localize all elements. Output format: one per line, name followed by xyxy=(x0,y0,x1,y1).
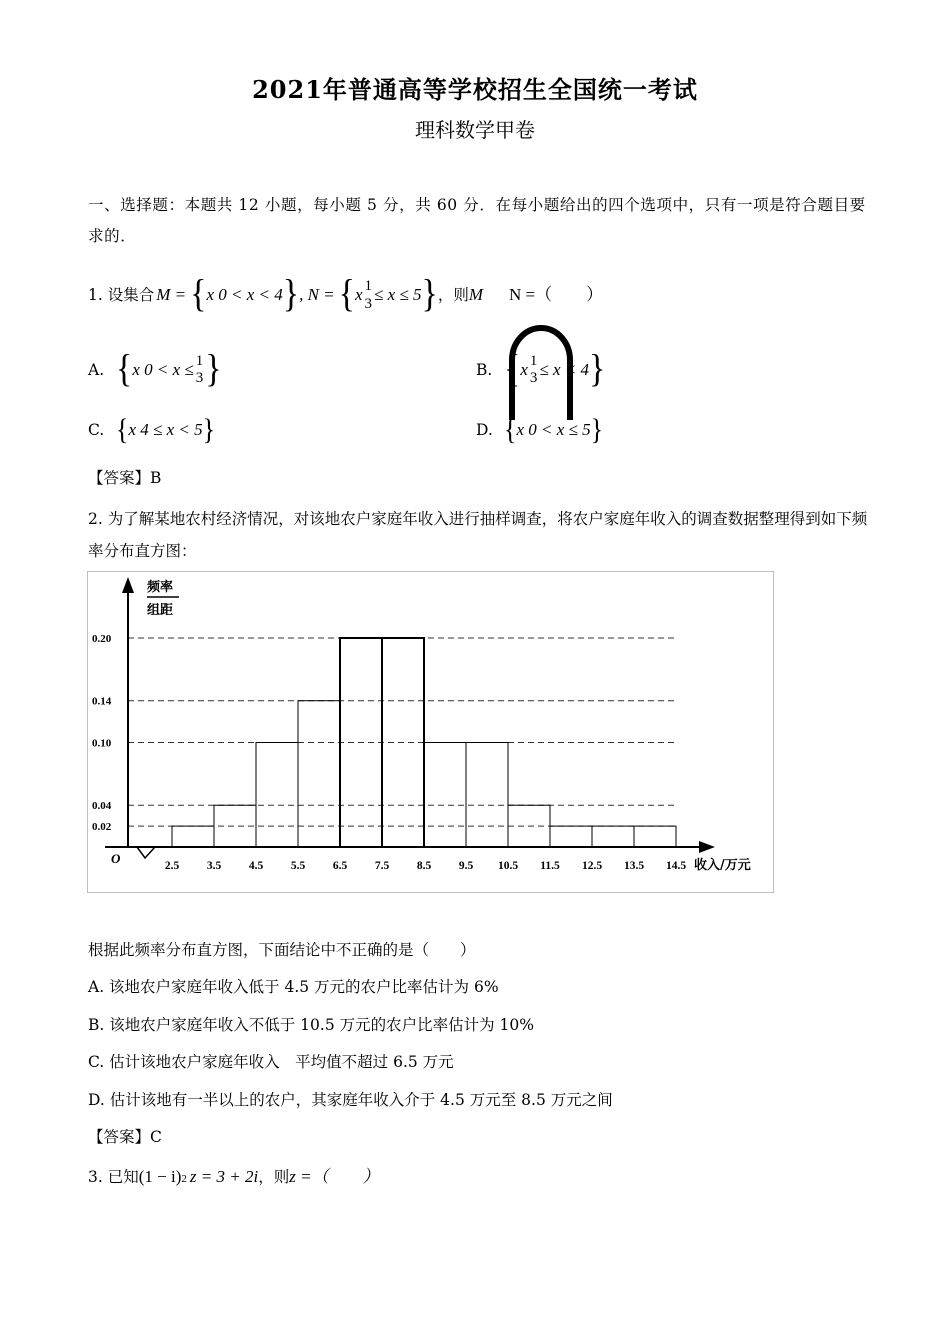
q1-prefix: 设集合 xyxy=(107,286,155,304)
histogram-bar xyxy=(382,638,424,847)
q1-m-brace-right: } xyxy=(282,273,300,316)
x-tick-label: 3.5 xyxy=(206,860,222,872)
q3-stem xyxy=(88,1166,380,1190)
q1-c-set: x 4 ≤ x < 5 xyxy=(128,420,203,439)
q1-c-brace-right: } xyxy=(202,412,216,447)
q3-expr2: z = 3 + 2i xyxy=(189,1167,259,1186)
y-tick-label: 0.04 xyxy=(92,800,112,813)
q1-d-set: x 0 < x ≤ 5 xyxy=(516,420,591,439)
y-tick-label: 0.20 xyxy=(92,633,112,645)
q1-a-frac-den: 3 xyxy=(195,370,204,386)
x-tick-label: 8.5 xyxy=(416,860,432,872)
histogram-bar xyxy=(466,743,508,848)
q1-number: 1. xyxy=(88,286,103,304)
x-tick-label: 7.5 xyxy=(374,860,390,872)
q3-prefix: 已知 xyxy=(107,1168,139,1186)
histogram-bar xyxy=(256,743,298,848)
q1-a-left: x 0 < x ≤ xyxy=(132,360,194,379)
q1-a-fraction xyxy=(196,353,204,387)
q1-stem xyxy=(88,268,603,322)
y-tick-label: 0.10 xyxy=(92,737,112,750)
q1-option-c xyxy=(88,410,215,450)
q2-question: 根据此频率分布直方图，下面结论中不正确的是（ ） xyxy=(88,941,476,959)
q1-option-a-label: A. xyxy=(88,361,105,379)
y-tick-label: 0.02 xyxy=(92,821,112,834)
q1-m-brace-left: { xyxy=(190,273,207,316)
exam-subtitle: 理科数学甲卷 xyxy=(415,118,535,142)
q2-option-a: A. 该地农户家庭年收入低于 4.5 万元的农户比率估计为 6% xyxy=(88,978,499,996)
y-tick-label: 0.14 xyxy=(92,695,112,708)
x-tick-label: 5.5 xyxy=(290,860,306,872)
q3-expr: (1 − i) xyxy=(138,1167,182,1186)
q1-then: ，则 xyxy=(437,286,469,304)
origin-label: O xyxy=(111,851,121,866)
q1-option-a xyxy=(88,345,222,395)
q1-option-d-label: D. xyxy=(476,421,493,439)
q1-n-lhs: , N = xyxy=(299,285,335,304)
axis-break-mark xyxy=(137,847,155,858)
q3-tail: z =（ ） xyxy=(289,1167,380,1186)
q1-b-brace-right: } xyxy=(588,348,606,391)
histogram-bar xyxy=(634,826,676,847)
histogram-bar xyxy=(340,638,382,847)
q1-question-rhs: N =（ ） xyxy=(509,285,604,304)
histogram-bar xyxy=(214,805,256,847)
q1-question-lhs: M xyxy=(468,285,484,304)
section-heading: 一、选择题：本题共 12 小题，每小题 5 分，共 60 分．在每小题给出的四个选项中，只有一项是符合题目要求的． xyxy=(88,196,866,245)
q2-option-c: C. 估计该地农户家庭年收入 平均值不超过 6.5 万元 xyxy=(88,1053,454,1071)
arch-overlay-icon xyxy=(500,320,590,425)
q1-b-brace-left: { xyxy=(504,348,521,391)
q3-then: ，则 xyxy=(258,1168,290,1186)
q1-a-brace-right: } xyxy=(205,348,222,391)
x-axis-arrow xyxy=(699,841,715,853)
histogram-bar xyxy=(592,826,634,847)
histogram-bar xyxy=(508,805,550,847)
q2-stem: 2. 为了解某地农村经济情况，对该地农户家庭年收入进行抽样调查，将农户家庭年收入的调查数据整理得到如下频率分布直方图： xyxy=(88,510,868,560)
x-tick-label: 14.5 xyxy=(665,860,687,872)
x-axis-label: 收入/万元 xyxy=(694,858,751,873)
x-tick-label: 13.5 xyxy=(623,860,645,872)
q1-d-brace-left: { xyxy=(504,412,517,447)
histogram-bar xyxy=(550,826,592,847)
q1-option-c-label: C. xyxy=(88,421,105,439)
histogram-bar xyxy=(424,743,466,848)
x-tick-label: 4.5 xyxy=(248,860,264,872)
q1-n-brace-right: } xyxy=(421,273,438,316)
q1-n-frac-num: 1 xyxy=(364,277,373,294)
q1-n-brace-left: { xyxy=(338,273,355,316)
q3-sup: 2 xyxy=(181,1173,187,1185)
q1-b-frac-num: 1 xyxy=(529,353,538,369)
q2-answer: 【答案】C xyxy=(88,1128,162,1146)
x-tick-label: 12.5 xyxy=(581,860,603,872)
x-tick-label: 2.5 xyxy=(164,860,180,872)
y-label-denominator: 组距 xyxy=(147,603,174,618)
q1-c-brace-left: { xyxy=(116,412,129,447)
q1-b-frac-den: 3 xyxy=(529,370,538,386)
q1-n-x: x xyxy=(354,285,363,304)
x-tick-label: 9.5 xyxy=(458,860,474,872)
histogram-bar xyxy=(298,701,340,847)
exam-title: 2021年普通高等学校招生全国统一考试 xyxy=(252,75,698,104)
q1-answer: 【答案】B xyxy=(88,469,162,487)
q2-option-d: D. 估计该地有一半以上的农户，其家庭年收入介于 4.5 万元至 8.5 万元之间 xyxy=(88,1091,613,1109)
q1-a-brace-left: { xyxy=(116,348,133,391)
q3-number: 3. xyxy=(88,1168,103,1186)
histogram-bar xyxy=(172,826,214,847)
q1-m-lhs: M = xyxy=(156,285,187,304)
x-tick-label: 10.5 xyxy=(497,860,519,872)
x-tick-label: 6.5 xyxy=(332,860,348,872)
q1-option-b-label: B. xyxy=(476,361,493,379)
q1-d-brace-right: } xyxy=(590,412,604,447)
q1-b-x: x xyxy=(520,360,528,379)
q1-m-set: x 0 < x < 4 xyxy=(206,285,283,304)
y-label-numerator: 频率 xyxy=(147,580,174,595)
q1-b-right: ≤ x < 4 xyxy=(539,360,589,379)
q1-a-frac-num: 1 xyxy=(195,353,204,369)
q1-n-fraction xyxy=(365,278,373,313)
income-histogram xyxy=(87,571,772,891)
x-tick-label: 11.5 xyxy=(540,860,560,872)
q2-option-b: B. 该地农户家庭年收入不低于 10.5 万元的农户比率估计为 10% xyxy=(88,1016,534,1034)
q1-n-frac-den: 3 xyxy=(364,295,373,312)
y-axis-arrow xyxy=(122,577,134,593)
q1-n-rest: ≤ x ≤ 5 xyxy=(374,285,422,304)
